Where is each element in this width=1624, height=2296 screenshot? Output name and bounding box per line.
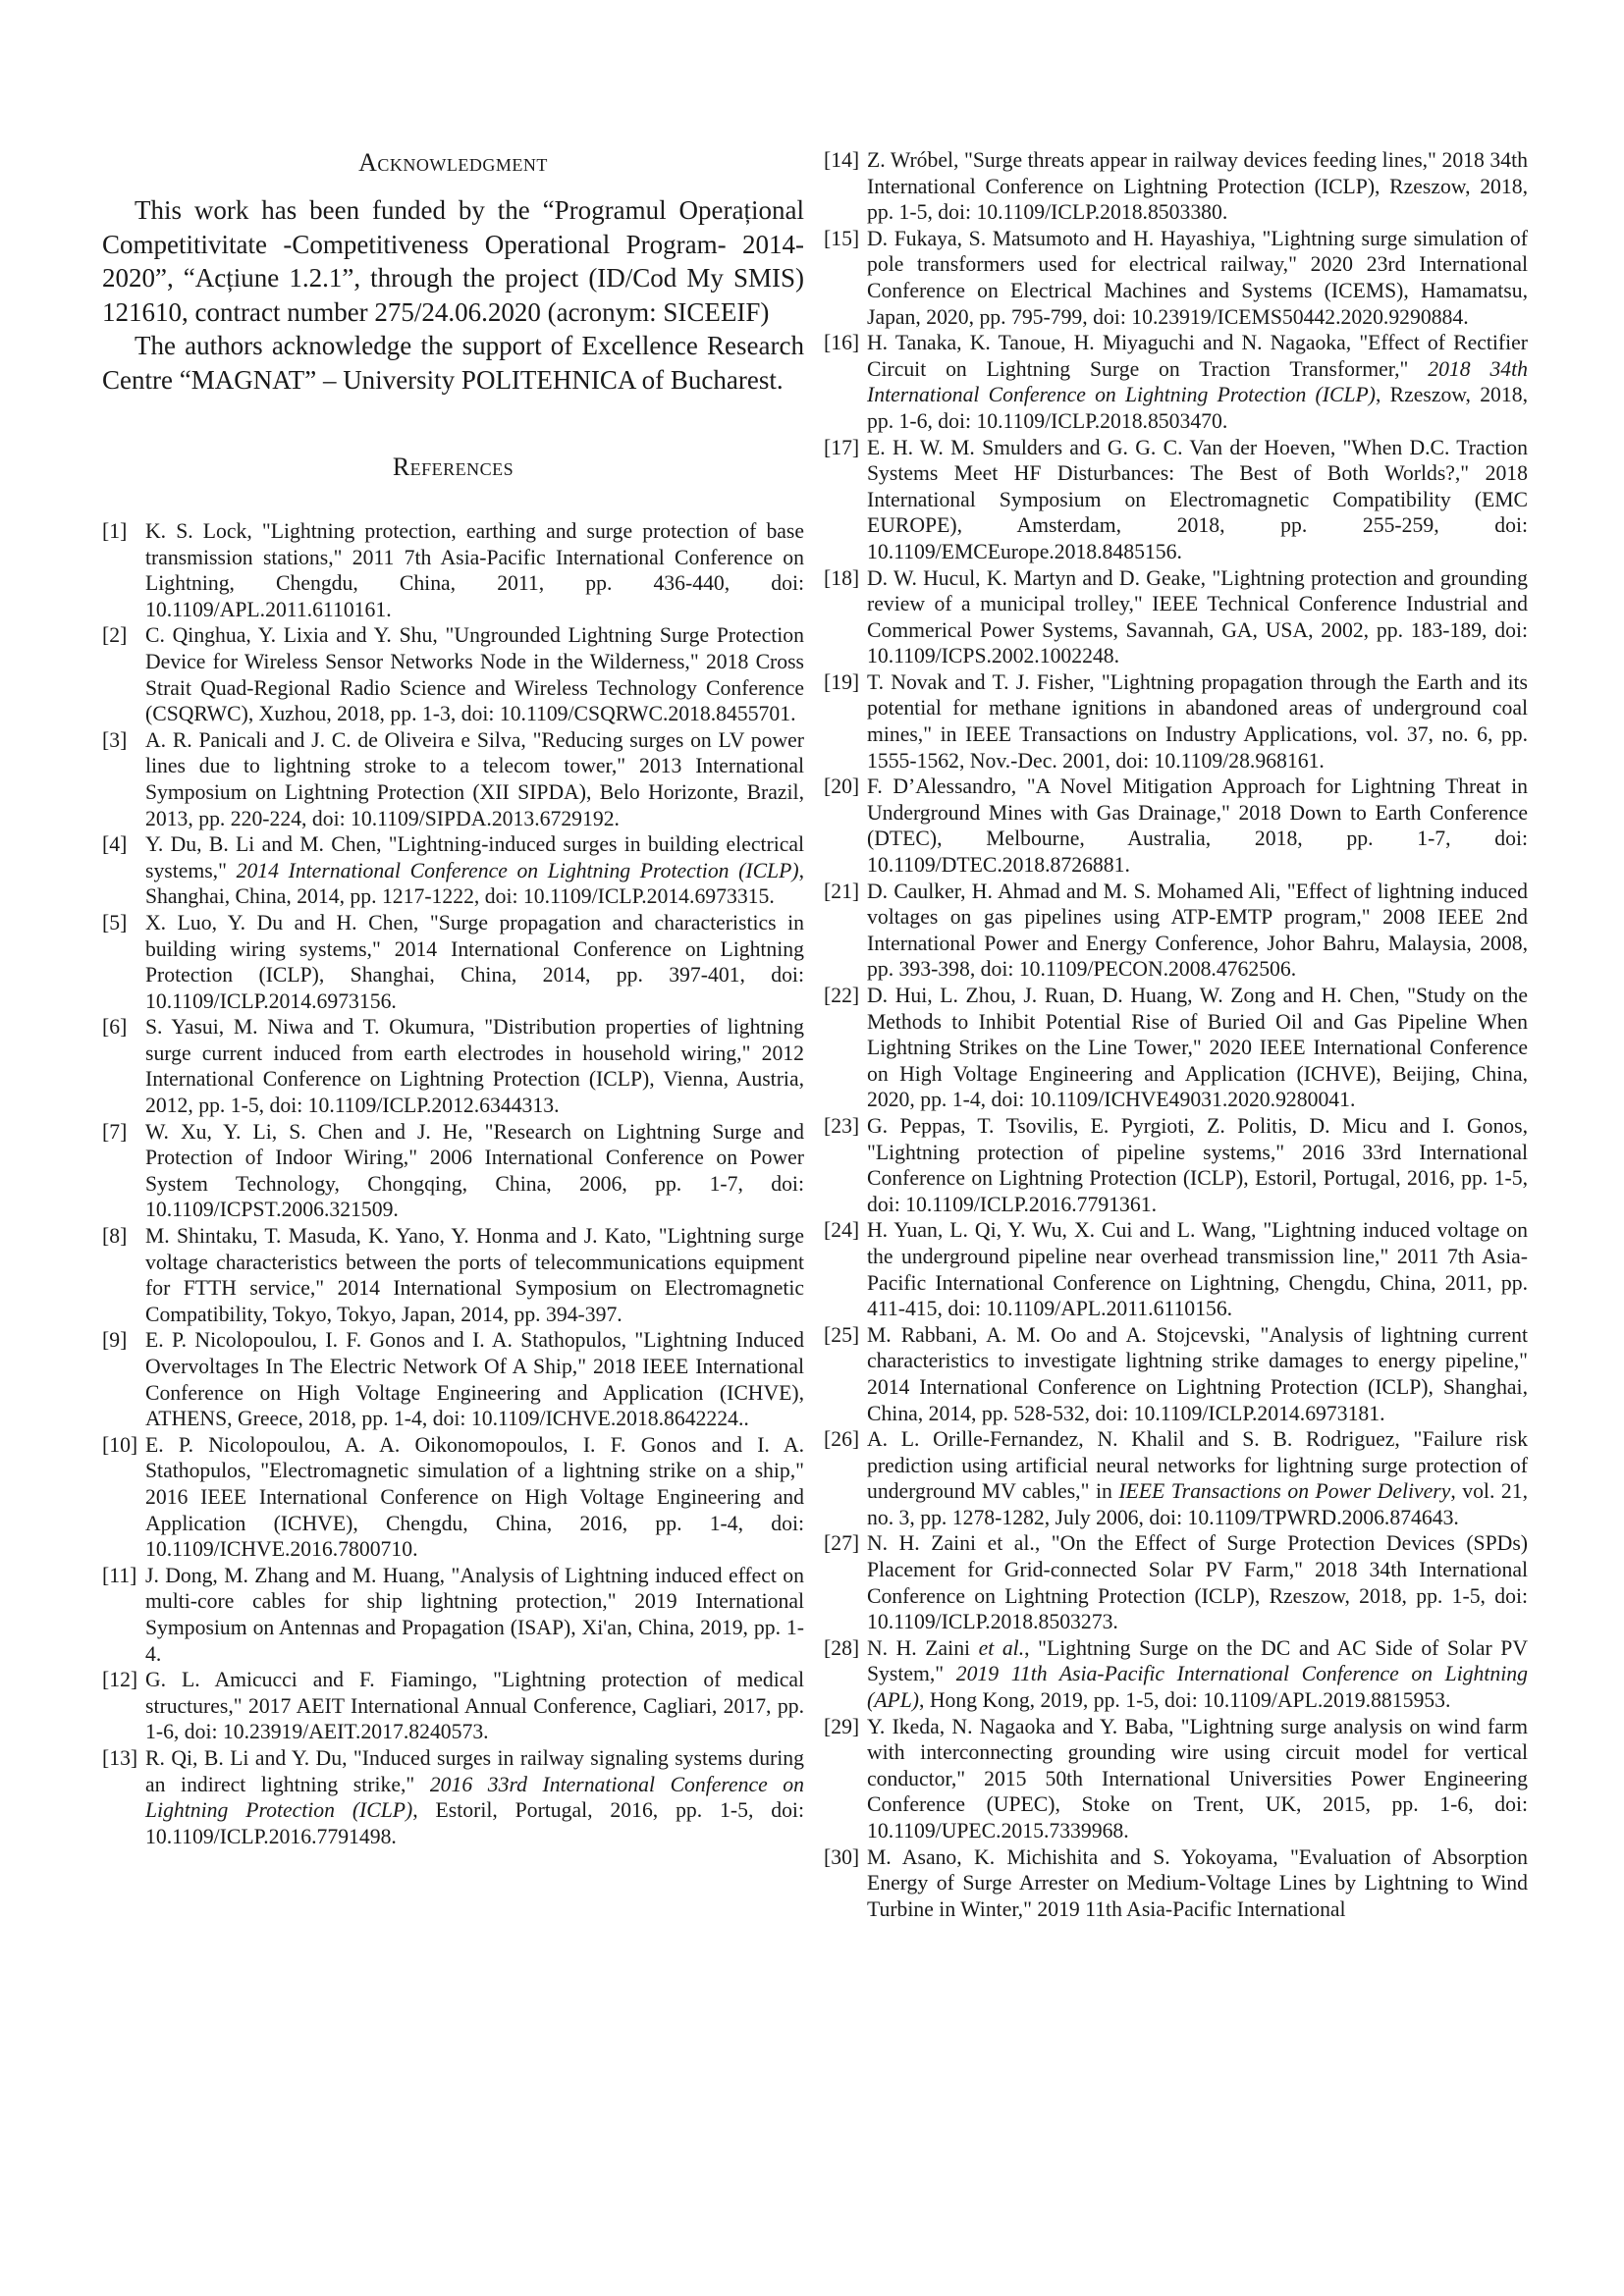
- reference-text: D. Fukaya, S. Matsumoto and H. Hayashiya, "Lightning surge simulation of pole transformers used for electrical railway," 2020 23rd International Conference on Electrical Machines and Systems (ICEMS), Hamamatsu, Japan, 2020, pp. 795-799, doi: 10.23919/ICEMS50442.2020.9290884.: [867, 226, 1528, 329]
- reference-text: A. R. Panicali and J. C. de Oliveira e Silva, "Reducing surges on LV power lines due to lightning stroke to a telecom tower," 2013 International Symposium on Lightning Protection (XII SIPDA), Belo Horizonte, Brazil, 2013, pp. 220-224, doi: 10.1109/SIPDA.2013.6729192.: [145, 727, 804, 830]
- reference-number: [30]: [824, 1844, 860, 1869]
- reference-text: M. Rabbani, A. M. Oo and A. Stojcevski, "Analysis of lightning current characteristics to investigate lightning strike damages to energy pipeline," 2014 International Conference on Lightning Protection (ICLP), Shanghai, China, 2014, pp. 528-532, doi: 10.1109/ICLP.2014.6973181.: [867, 1322, 1528, 1425]
- reference-text: N. H. Zaini et al., "On the Effect of Surge Protection Devices (SPDs) Placement for Grid-connected Solar PV Farm," 2018 34th International Conference on Lightning Protection (ICLP), Rzeszow, 2018, pp. 1-5, doi: 10.1109/ICLP.2018.8503273.: [867, 1531, 1528, 1634]
- reference-item: [824, 1635, 1528, 1714]
- reference-number: [22]: [824, 984, 860, 1007]
- reference-text: G. L. Amicucci and F. Fiamingo, "Lightning protection of medical structures," 2017 AEIT International Annual Conference, Cagliari, 2017, pp. 1-6, doi: 10.23919/AEIT.2017.8240573.: [145, 1668, 804, 1744]
- reference-number: [2]: [102, 623, 128, 648]
- reference-item: [824, 147, 1528, 226]
- acknowledgment-paragraph: The authors acknowledge the support of Excellence Research Centre “MAGNAT” – University POLITEHNICA of Bucharest.: [102, 331, 804, 395]
- reference-number: [8]: [102, 1224, 128, 1249]
- reference-item: [102, 1432, 804, 1563]
- reference-number: [11]: [102, 1563, 137, 1587]
- reference-number: [25]: [824, 1322, 860, 1347]
- reference-number: [5]: [102, 910, 128, 934]
- reference-item: [824, 774, 1528, 878]
- reference-item: [102, 831, 804, 910]
- left-column: [102, 147, 804, 1849]
- acknowledgment-paragraph: This work has been funded by the “Programul Operațional Competitivitate -Competitiveness Operational Program- 2014-2020”, “Acțiune 1.2.1”, through the project (ID/Cod My SMIS) 121610, contract number 275/24.06.2020 (acronym: SICEEIF): [102, 195, 804, 327]
- reference-text: S. Yasui, M. Niwa and T. Okumura, "Distribution properties of lightning surge current induced from earth electrodes in household wiring," 2012 International Conference on Lightning Protection (ICLP), Vienna, Austria, 2012, pp. 1-5, doi: 10.1109/ICLP.2012.6344313.: [145, 1015, 804, 1118]
- reference-item: [824, 1844, 1528, 1923]
- reference-text: A. L. Orille-Fernandez, N. Khalil and S. B. Rodriguez, "Failure risk prediction using artificial neural networks for lightning surge protection of underground MV cables," in IEEE Transactions on Power Delivery, vol. 21, no. 3, pp. 1278-1282, July 2006, doi: 10.1109/TPWRD.2006.874643.: [867, 1427, 1528, 1529]
- reference-item: [824, 669, 1528, 774]
- reference-number: [4]: [102, 832, 128, 857]
- reference-number: [1]: [102, 519, 128, 543]
- reference-number: [26]: [824, 1427, 860, 1452]
- reference-text: D. Caulker, H. Ahmad and M. S. Mohamed Ali, "Effect of lightning induced voltages on gas pipelines using ATP-EMTP program," 2008 IEEE 2nd International Power and Energy Conference, Johor Bahru, Malaysia, 2008, pp. 393-398, doi: 10.1109/PECON.2008.4762506.: [867, 879, 1528, 982]
- reference-text: H. Yuan, L. Qi, Y. Wu, X. Cui and L. Wang, "Lightning induced voltage on the underground pipeline near overhead transmission line," 2011 7th Asia-Pacific International Conference on Lightning, Chengdu, China, 2011, pp. 411-415, doi: 10.1109/APL.2011.6110156.: [867, 1218, 1528, 1321]
- reference-item: [102, 518, 804, 622]
- reference-text: E. P. Nicolopoulou, A. A. Oikonomopoulos, I. F. Gonos and I. A. Stathopulos, "Electromagnetic simulation of a lightning strike on a ship," 2016 IEEE International Conference on High Voltage Engineering and Application (ICHVE), Chengdu, China, 2016, pp. 1-4, doi: 10.1109/ICHVE.2016.7800710.: [145, 1432, 804, 1562]
- acknowledgment-heading: Acknowledgment: [358, 148, 548, 177]
- reference-text: X. Luo, Y. Du and H. Chen, "Surge propagation and characteristics in building wiring systems," 2014 International Conference on Lightning Protection (ICLP), Shanghai, China, 2014, pp. 397-401, doi: 10.1109/ICLP.2014.6973156.: [145, 910, 804, 1013]
- reference-number: [23]: [824, 1113, 860, 1138]
- reference-item: [102, 910, 804, 1014]
- reference-number: [29]: [824, 1714, 860, 1738]
- reference-item: [824, 226, 1528, 330]
- references-heading: References: [392, 453, 514, 481]
- reference-text: M. Shintaku, T. Masuda, K. Yano, Y. Honma and J. Kato, "Lightning surge voltage characteristics between the ports of telecommunications equipment for FTTH service," 2014 International Symposium on Electromagnetic Compatibility, Tokyo, Tokyo, Japan, 2014, pp. 394-397.: [145, 1224, 804, 1326]
- reference-number: [13]: [102, 1745, 138, 1770]
- reference-number: [21]: [824, 879, 860, 903]
- reference-text: E. P. Nicolopoulou, I. F. Gonos and I. A. Stathopulos, "Lightning Induced Overvoltages In The Electric Network Of A Ship," 2018 IEEE International Conference on High Voltage Engineering and Application (ICHVE), ATHENS, Greece, 2018, pp. 1-4, doi: 10.1109/ICHVE.2018.8642224..: [145, 1328, 804, 1431]
- reference-number: [7]: [102, 1119, 128, 1144]
- reference-text: Y. Ikeda, N. Nagaoka and Y. Baba, "Lightning surge analysis on wind farm with interconnecting grounding wire using circuit model for vertical conductor," 2015 50th International Universities Power Engineering Conference (UPEC), Stoke on Trent, UK, 2015, pp. 1-6, doi: 10.1109/UPEC.2015.7339968.: [867, 1714, 1528, 1842]
- right-column: [824, 147, 1528, 1922]
- reference-item: [102, 727, 804, 831]
- reference-text: M. Asano, K. Michishita and S. Yokoyama, "Evaluation of Absorption Energy of Surge Arrester on Medium-Voltage Lines by Lightning to Wind Turbine in Winter," 2019 11th Asia-Pacific International: [867, 1844, 1528, 1921]
- reference-text: W. Xu, Y. Li, S. Chen and J. He, "Research on Lightning Surge and Protection of Indoor Wiring," 2006 International Conference on Power System Technology, Chongqing, China, 2006, pp. 1-7, doi: 10.1109/ICPST.2006.321509.: [145, 1119, 804, 1222]
- reference-item: [824, 879, 1528, 983]
- reference-item: [824, 983, 1528, 1113]
- reference-number: [18]: [824, 565, 860, 590]
- reference-number: [24]: [824, 1218, 860, 1243]
- reference-item: [102, 1119, 804, 1223]
- reference-item: [102, 1563, 804, 1667]
- reference-number: [17]: [824, 435, 860, 459]
- reference-item: [102, 1223, 804, 1327]
- reference-number: [27]: [824, 1531, 860, 1556]
- reference-text: F. D’Alessandro, "A Novel Mitigation Approach for Lightning Threat in Underground Mines with Gas Drainage," 2018 Down to Earth Conference (DTEC), Melbourne, Australia, 2018, pp. 1-7, doi: 10.1109/DTEC.2018.8726881.: [867, 774, 1528, 878]
- reference-text: N. H. Zaini et al., "Lightning Surge on the DC and AC Side of Solar PV System," 2019 11th Asia-Pacific International Conference on Lightning (APL), Hong Kong, 2019, pp. 1-5, doi: 10.1109/APL.2019.8815953.: [867, 1635, 1529, 1713]
- references-list-left: [102, 518, 804, 1849]
- reference-number: [9]: [102, 1328, 128, 1353]
- reference-number: [16]: [824, 331, 860, 355]
- reference-item: [824, 565, 1528, 669]
- reference-text: C. Qinghua, Y. Lixia and Y. Shu, "Ungrounded Lightning Surge Protection Device for Wireless Sensor Networks Node in the Wilderness," 2018 Cross Strait Quad-Regional Radio Science and Wireless Technology Conference (CSQRWC), Xuzhou, 2018, pp. 1-3, doi: 10.1109/CSQRWC.2018.8455701.: [145, 623, 804, 726]
- reference-text: J. Dong, M. Zhang and M. Huang, "Analysis of Lightning induced effect on multi-core cables for ship lightning protection," 2019 International Symposium on Antennas and Propagation (ISAP), Xi'an, China, 2019, pp. 1-4.: [145, 1563, 804, 1666]
- reference-item: [824, 1530, 1528, 1634]
- reference-item: [824, 1714, 1528, 1844]
- reference-text: D. Hui, L. Zhou, J. Ruan, D. Huang, W. Zong and H. Chen, "Study on the Methods to Inhibit Potential Rise of Buried Oil and Gas Pipeline When Lightning Strikes on the Line Tower," 2020 IEEE International Conference on High Voltage Engineering and Application (ICHVE), Beijing, China, 2020, pp. 1-4, doi: 10.1109/ICHVE49031.2020.9280041.: [867, 984, 1528, 1112]
- reference-text: Y. Du, B. Li and M. Chen, "Lightning-induced surges in building electrical systems," 2014 International Conference on Lightning Protection (ICLP), Shanghai, China, 2014, pp. 1217-1222, doi: 10.1109/ICLP.2014.6973315.: [145, 832, 804, 909]
- reference-text: T. Novak and T. J. Fisher, "Lightning propagation through the Earth and its potential for methane ignitions in abandoned areas of underground coal mines," in IEEE Transactions on Industry Applications, vol. 37, no. 6, pp. 1555-1562, Nov.-Dec. 2001, doi: 10.1109/28.968161.: [867, 669, 1528, 773]
- reference-item: [824, 1322, 1528, 1426]
- reference-item: [824, 1426, 1528, 1530]
- reference-text: R. Qi, B. Li and Y. Du, "Induced surges in railway signaling systems during an indirect lightning strike," 2016 33rd International Conference on Lightning Protection (ICLP), Estoril, Portugal, 2016, pp. 1-5, doi: 10.1109/ICLP.2016.7791498.: [145, 1745, 804, 1848]
- reference-number: [20]: [824, 774, 860, 799]
- reference-text: G. Peppas, T. Tsovilis, E. Pyrgioti, Z. Politis, D. Micu and I. Gonos, "Lightning protection of pipeline systems," 2016 33rd International Conference on Lightning Protection (ICLP), Estoril, Portugal, 2016, pp. 1-5, doi: 10.1109/ICLP.2016.7791361.: [867, 1113, 1528, 1216]
- reference-number: [15]: [824, 226, 860, 250]
- reference-text: H. Tanaka, K. Tanoue, H. Miyaguchi and N. Nagaoka, "Effect of Rectifier Circuit on Lightning Surge on Traction Transformer," 2018 34th International Conference on Lightning Protection (ICLP), Rzeszow, 2018, pp. 1-6, doi: 10.1109/ICLP.2018.8503470.: [867, 331, 1529, 433]
- reference-item: [824, 330, 1528, 434]
- reference-number: [14]: [824, 148, 860, 172]
- reference-number: [19]: [824, 669, 860, 694]
- reference-text: E. H. W. M. Smulders and G. G. C. Van der Hoeven, "When D.C. Traction Systems Meet HF Disturbances: The Best of Both Worlds?," 2018 International Symposium on Electromagnetic Compatibility (EMC EUROPE), Amsterdam, 2018, pp. 255-259, doi: 10.1109/EMCEurope.2018.8485156.: [867, 435, 1528, 563]
- reference-number: [3]: [102, 727, 128, 752]
- reference-item: [102, 622, 804, 726]
- reference-item: [824, 1217, 1528, 1321]
- reference-item: [102, 1014, 804, 1118]
- reference-item: [102, 1327, 804, 1431]
- reference-number: [12]: [102, 1668, 138, 1692]
- reference-text: D. W. Hucul, K. Martyn and D. Geake, "Lightning protection and grounding review of a municipal trolley," IEEE Technical Conference Industrial and Commerical Power Systems, Savannah, GA, USA, 2002, pp. 183-189, doi: 10.1109/ICPS.2002.1002248.: [867, 565, 1528, 668]
- reference-item: [824, 1113, 1528, 1217]
- reference-item: [824, 435, 1528, 565]
- reference-number: [28]: [824, 1635, 860, 1660]
- reference-text: Z. Wróbel, "Surge threats appear in railway devices feeding lines," 2018 34th International Conference on Lightning Protection (ICLP), Rzeszow, 2018, pp. 1-5, doi: 10.1109/ICLP.2018.8503380.: [867, 148, 1528, 225]
- references-list-right: [824, 147, 1528, 1922]
- reference-item: [102, 1667, 804, 1745]
- reference-number: [10]: [102, 1432, 138, 1457]
- reference-number: [6]: [102, 1015, 128, 1040]
- reference-text: K. S. Lock, "Lightning protection, earthing and surge protection of base transmission stations," 2011 7th Asia-Pacific International Conference on Lightning, Chengdu, China, 2011, pp. 436-440, doi: 10.1109/APL.2011.6110161.: [145, 519, 804, 621]
- reference-item: [102, 1745, 804, 1849]
